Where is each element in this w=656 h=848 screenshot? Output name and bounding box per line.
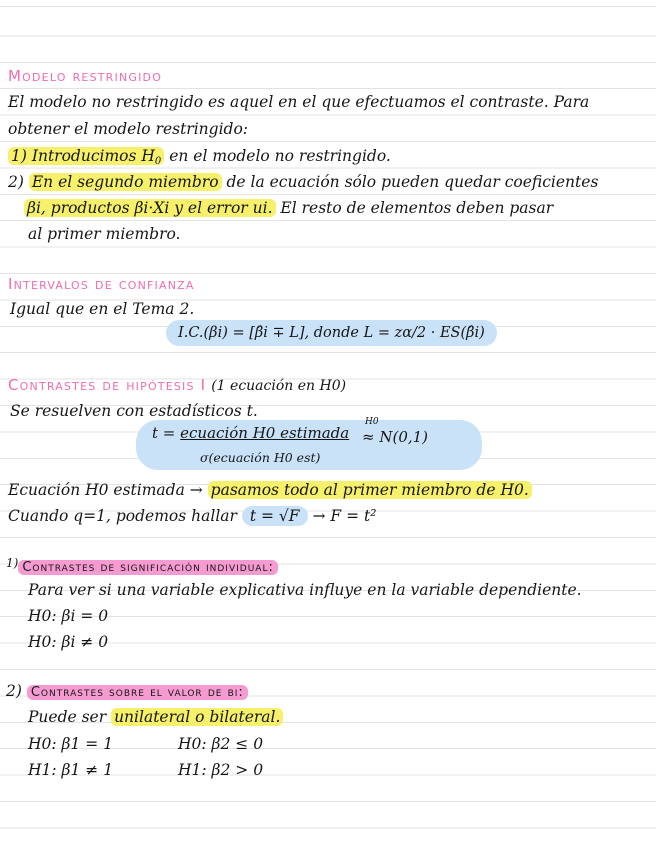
title-note: (1 ecuación en H0) — [211, 378, 347, 394]
section-title-intervalos: Intervalos de confianza — [8, 275, 195, 293]
highlight-yellow: unilateral o bilateral. — [111, 708, 283, 726]
highlight-pink: Contrastes sobre el valor de βi: — [27, 685, 248, 700]
step-2-rest: de la ecuación sólo pueden quedar coeficientes — [221, 173, 599, 191]
step-1-rest: en el modelo no restringido. — [164, 147, 391, 165]
hypothesis-h0: H0: βi = 0 — [28, 607, 109, 625]
highlight-blue: t = √F — [242, 506, 308, 526]
t-equals: t = — [152, 424, 176, 442]
text-line: Igual que en el Tema 2. — [10, 300, 195, 318]
text-line: al primer miembro. — [28, 225, 181, 243]
hypothesis-b-h0: H0: β2 ≤ 0 — [178, 735, 264, 753]
step-1 — [8, 146, 391, 172]
numerator-text: ecuación H0 estimada — [180, 424, 350, 442]
text-line — [8, 480, 532, 500]
subsection-number: 1) — [6, 556, 19, 570]
subsection-1-header — [6, 553, 278, 578]
highlight-yellow: En el segundo miembro — [29, 173, 222, 191]
section-title-modelo-restringido: Modelo restringido — [8, 67, 163, 85]
step-2-cont — [24, 198, 553, 218]
highlight-pink: Contrastes de significación individual: — [18, 560, 278, 575]
hypothesis-a-h1: H1: β1 ≠ 1 — [28, 761, 114, 779]
step-1-text: 1) Introducimos H — [11, 147, 155, 165]
subscript: 0 — [154, 156, 162, 167]
section-header-contrastes — [8, 375, 346, 396]
text-line: obtener el modelo restringido: — [8, 120, 249, 138]
text-segment: Puede ser — [28, 708, 112, 726]
formula-numerator — [152, 424, 349, 442]
hypothesis-h1: H0: βi ≠ 0 — [28, 633, 109, 651]
text-line — [8, 506, 376, 526]
subsection-2-header — [6, 681, 248, 703]
hypothesis-b-h1: H1: β2 > 0 — [178, 761, 264, 779]
text-line: Se resuelven con estadísticos t. — [10, 402, 258, 420]
distribution: ≈ N(0,1) — [362, 428, 429, 446]
formula-denominator: σ(ecuación H0 est) — [200, 450, 321, 465]
highlight-yellow: pasamos todo al primer miembro de H0. — [208, 481, 532, 499]
distribution-h0: H0 — [365, 417, 379, 427]
subsection-number: 2) — [6, 682, 22, 700]
highlight-yellow — [8, 147, 164, 165]
text-line: Para ver si una variable explicativa influye en la variable dependiente. — [28, 581, 582, 599]
step-2-number: 2) — [8, 173, 24, 191]
step-2 — [8, 172, 598, 192]
text-segment: Ecuación H0 estimada → — [8, 481, 203, 499]
hypothesis-a-h0: H0: β1 = 1 — [28, 735, 114, 753]
text-line — [28, 707, 283, 727]
text-segment: Cuando q=1, podemos hallar — [8, 507, 242, 525]
section-title-contrastes: Contrastes de hipótesis I — [8, 376, 207, 394]
step-2-cont-rest: El resto de elementos deben pasar — [275, 199, 554, 217]
formula-ic: I.C.(βi) = [β̂i ∓ L], donde L = zα/2 · ES(β̂i) — [166, 320, 497, 346]
text-segment: → F = t² — [307, 507, 377, 525]
highlight-yellow: βi, productos βi·Xi y el error ui. — [24, 199, 276, 217]
text-line: El modelo no restringido es aquel en el que efectuamos el contraste. Para — [8, 93, 590, 111]
